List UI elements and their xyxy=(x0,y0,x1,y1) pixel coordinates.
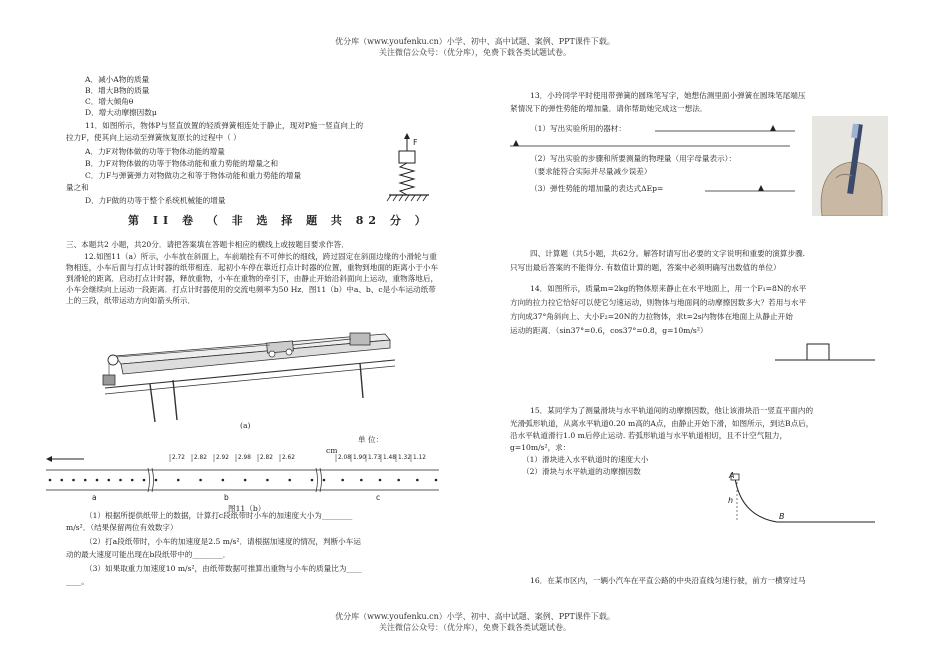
q13-part2-a: （2）写出实验的步骤和所要测量的物理量（用字母量表示）： xyxy=(530,154,737,163)
q11-option-c-cont: 量之和 xyxy=(66,183,89,192)
tape-dot xyxy=(72,479,75,482)
fig11b-paper-tape xyxy=(44,450,444,510)
fig11a-label: (a) xyxy=(240,421,251,430)
q10-option-b: B．增大B物的质量 xyxy=(85,86,150,95)
tape-dot xyxy=(244,479,247,482)
q12-part3-a: （3）如果取重力加速度10 m/s²，由纸带数据可推算出重物与小车的质量比为____ xyxy=(85,564,362,573)
tape-dot xyxy=(266,479,269,482)
tape-b-value: 2.98 xyxy=(238,455,251,461)
tape-b-value: 2.92 xyxy=(216,455,229,461)
tape-dot xyxy=(416,479,419,482)
tape-c-value: 1.32 xyxy=(398,455,411,461)
q14-line-4: 运动的距离．（sin37°=0.6，cos37°=0.8，g=10m/s²） xyxy=(510,326,708,335)
q14-line-1: 14．如图所示，质量m=2kg的物体原来静止在水平地面上，用一个F₁=8N的水平 xyxy=(530,284,807,293)
tape-dot xyxy=(107,479,110,482)
tape-dot xyxy=(397,479,400,482)
q12-part2-b: 动的最大速度可能出现在b段纸带中的________． xyxy=(66,550,231,559)
q13-part3: （3）弹性势能的增加量的表达式ΔEp= xyxy=(530,184,664,193)
part3-intro: 三、本题共2 小题，共20分．请把答案填在答题卡相应的横线上或按题目要求作答． xyxy=(66,240,349,249)
fig11a-apparatus xyxy=(95,330,405,425)
timer xyxy=(350,333,370,345)
unit-label: 单 位： xyxy=(358,435,384,444)
cart-wheel-2 xyxy=(286,349,292,355)
q10-option-c: C．增大倾角θ xyxy=(85,97,134,106)
unit-cm: cm xyxy=(326,446,338,455)
tape-dot xyxy=(143,479,146,482)
section-title: 第 II 卷 （ 非 选 择 题 共 82 分 ） xyxy=(128,214,431,227)
tape-dot xyxy=(222,479,225,482)
fig11b-caption: 图11（b） xyxy=(228,504,266,513)
q14-line-2: 方向的拉力拉它恰好可以使它匀速运动，则物体与地面间的动摩擦因数多大？若用与水平 xyxy=(510,298,807,307)
tape-break-2 xyxy=(316,468,322,492)
tape-dot xyxy=(435,479,438,482)
tape-dot xyxy=(119,479,122,482)
arc-track xyxy=(735,478,777,522)
tape-b-value: 2.62 xyxy=(282,455,295,461)
tape-dot xyxy=(199,479,202,482)
point-b-label: B xyxy=(779,512,785,521)
direction-arrowhead xyxy=(46,456,52,462)
q14-line-3: 方向成37°角斜向上、大小F₂=20N的力拉物体，求t=2s内物体在地面上从静止开始 xyxy=(510,312,793,321)
tape-dot xyxy=(84,479,87,482)
hanging-weight xyxy=(103,375,115,385)
q12-part2-a: （2）打a段纸带时，小车的加速度是2.5 m/s²．请根据加速度的情况，判断小车运 xyxy=(85,537,361,546)
force-arrowhead xyxy=(404,133,410,139)
tape-c-value: 1.12 xyxy=(413,455,426,461)
q15-line-1: 15．某同学为了测量滑块与水平轨道间的动摩擦因数，他让该滑块沿一竖直平面内的 xyxy=(530,406,814,415)
q10-option-a: A．减小A物的质量 xyxy=(85,75,150,84)
tape-b-label: b xyxy=(224,493,229,502)
q11-option-c: C．力F与弹簧弹力对物做功之和等于物体动能和重力势能的增量 xyxy=(85,171,302,180)
height-label: h xyxy=(728,496,734,505)
point-a-label: A xyxy=(729,471,735,480)
q13-stem-2: 紧情况下的弹性势能的增加量．请你帮助她完成这一想法． xyxy=(510,104,708,113)
q13-answer-line-3 xyxy=(700,181,800,195)
tape-c-label: c xyxy=(376,493,381,502)
q12-part1-a: （1）根据所提供纸带上的数据，计算打c段纸带时小车的加速度大小为________ xyxy=(85,511,353,520)
tape-dot xyxy=(60,479,63,482)
tape-c-value: 2.08 xyxy=(338,455,351,461)
tape-dot xyxy=(96,479,99,482)
q16-line-1: 16．在某市区内，一辆小汽车在平直公路的中央沿直线匀速行驶，前方一横穿过马 xyxy=(530,576,806,585)
q15-line-2: 光滑弧形轨道，从离水平轨道0.20 m高的A点，由静止开始下滑，如图所示，到达B点后， xyxy=(510,419,814,428)
q15-track-figure xyxy=(725,470,885,530)
tape-b-value: 2.82 xyxy=(194,455,207,461)
tape-dot xyxy=(323,479,326,482)
table-leg-left-2 xyxy=(173,380,177,420)
q11-spring-figure xyxy=(385,133,445,208)
cart-wheel-1 xyxy=(269,351,275,357)
tape-dot xyxy=(177,479,180,482)
tape-c-value: 1.73 xyxy=(368,455,381,461)
tape-dot xyxy=(288,479,291,482)
tape-b-value: 2.82 xyxy=(260,455,273,461)
page-header-line1: 优分库（www.youfenku.cn）小学、初中、高中试题、案例、PPT课件下载。 xyxy=(335,37,615,46)
q11-stem-1: 11．如图所示，物体P与竖直放置的轻质弹簧相连处于静止，现对P施一竖直向上的 xyxy=(85,121,364,130)
part4-intro-1: 四、计算题（共5小题，共62分。解答时请写出必要的文字说明和重要的演算步骤. xyxy=(530,249,806,258)
tape-c-value: 1.48 xyxy=(383,455,396,461)
q13-part1: （1）写出实验所用的器材： xyxy=(530,124,626,133)
page-footer-line2: 关注微信公众号：（优分库），免费下载各类试题试卷。 xyxy=(379,623,571,632)
q11-option-b: B．力F对物体做的功等于物体动能和重力势能的增量之和 xyxy=(85,159,279,168)
spring xyxy=(400,163,414,195)
q13-stem-1: 13．小玲同学平时使用带弹簧的圆珠笔写字，她想估测里面小弹簧在圆珠笔尾端压 xyxy=(530,91,806,100)
q10-option-d: D．增大动摩擦因数μ xyxy=(85,108,157,117)
page-footer-line1: 优分库（www.youfenku.cn）小学、初中、高中试题、案例、PPT课件下载。 xyxy=(335,612,615,621)
q11-option-a: A．力F对物体做的功等于物体动能的增量 xyxy=(85,147,225,156)
q13-answer-lines-1 xyxy=(505,122,805,152)
table-leg-right xyxy=(360,363,363,398)
tape-break-1 xyxy=(148,468,154,492)
tape-dot xyxy=(155,479,158,482)
tape-dot xyxy=(131,479,134,482)
q12-part1-b: m/s²．（结果保留两位有效数字） xyxy=(66,523,178,532)
block xyxy=(807,344,829,360)
q15-line-3: 沿水平轨道滑行1.0 m后停止运动. 若弧形轨道与水平轨道相切，且不计空气阻力， xyxy=(510,431,788,440)
force-label: F xyxy=(413,138,418,147)
tape-a-label: a xyxy=(92,493,97,502)
q14-block-figure xyxy=(775,342,880,364)
ground-hatch xyxy=(387,195,427,201)
block-p xyxy=(399,151,415,163)
q15-line-4: g=10m/s²，求： xyxy=(510,443,571,452)
tape-b-value: 2.72 xyxy=(172,455,185,461)
q13-photo-hand-pen xyxy=(812,116,888,216)
pulley xyxy=(108,355,118,365)
q12-stem: 12.如图11（a）所示，小车放在斜面上，车前端拴有不可伸长的细线，跨过固定在斜面边缘的小滑轮与重物相连，小车后面与打点计时器的纸带相连．起初小车停在靠近打点计时器的位置，重物到地面的距离小于小车到滑轮的距离．启动打点计时器，释放重物，小车在重物的牵引下，由静止开始沿斜面向上运动，重物落地后，小车会继续向上运动一段距离．打点计时器使用的交流电频率为50 Hz．图11（b）中a、b、c是小车运动纸带上的三段，纸带运动方向如箭头所示． xyxy=(66,252,439,305)
part4-intro-2: 只写出最后答案的不能得分. 有数值计算的题，答案中必须明确写出数值的单位） xyxy=(510,263,781,272)
tape-dot xyxy=(49,479,52,482)
q15-part1: （1）滑块进入水平轨道时的速度大小 xyxy=(522,455,649,464)
tape-dot xyxy=(379,479,382,482)
q15-part2: （2）滑块与水平轨道的动摩擦因数 xyxy=(522,467,641,476)
tape-dot xyxy=(311,479,314,482)
tape-dot xyxy=(341,479,344,482)
page-header-line2: 关注微信公众号：（优分库），免费下载各类试题试卷。 xyxy=(379,48,571,57)
q12-part3-b: ____。 xyxy=(66,577,89,586)
q11-option-d: D．力F做的功等于整个系统机械能的增量 xyxy=(85,196,226,205)
q11-stem-2: 拉力F，使其向上运动至弹簧恢复原长的过程中（ ） xyxy=(66,133,241,142)
q13-part2-b: （要求能符合实际并尽量减少误差） xyxy=(530,167,652,176)
tape-c-value: 1.90 xyxy=(353,455,366,461)
tape-dot xyxy=(360,479,363,482)
